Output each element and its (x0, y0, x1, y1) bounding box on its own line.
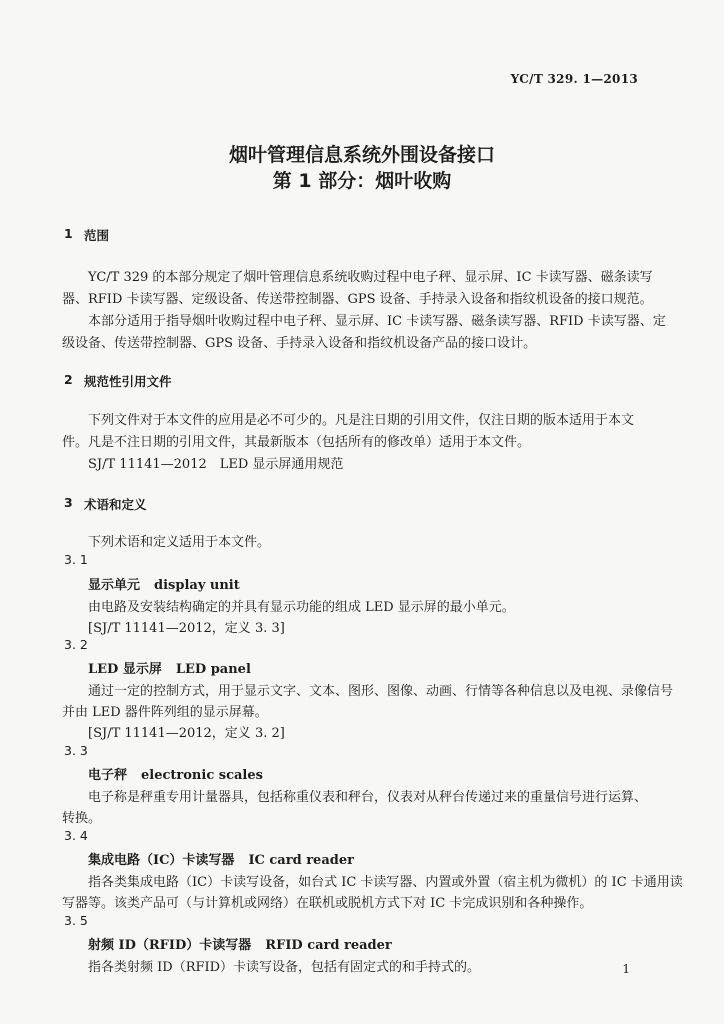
term-3-2-definition: 并由 LED 器件阵列组的显示屏幕。 (62, 705, 268, 720)
term-3-4-en: IC card reader (248, 853, 354, 868)
term-3-3-title (88, 764, 263, 783)
term-3-1-title (88, 574, 240, 593)
term-3-1-en: display unit (154, 578, 240, 593)
term-3-4-definition: 指各类集成电路（IC）卡读写设备，如台式 IC 卡读写器、内置或外置（宿主机为微机）的 IC 卡通用读 (88, 875, 683, 890)
section-3-number: 3 (64, 495, 73, 510)
section-1-line: 级设备、传送带控制器、GPS 设备、手持录入设备和指纹机设备产品的接口设计。 (62, 336, 537, 351)
term-3-4-definition: 写器等。该类产品可（与计算机或网络）在联机或脱机方式下对 IC 卡完成识别和各种操作。 (62, 896, 593, 911)
term-3-3-en: electronic scales (141, 768, 263, 783)
term-3-2-source: [SJ/T 11141—2012，定义 3. 2] (88, 726, 285, 741)
section-1-line: 器、RFID 卡读写器、定级设备、传送带控制器、GPS 设备、手持录入设备和指纹机设备的接口规范。 (62, 292, 653, 307)
document-title: 烟叶管理信息系统外围设备接口 (228, 144, 495, 166)
term-3-4-number: 3. 4 (64, 828, 88, 843)
term-3-1-source: [SJ/T 11141—2012，定义 3. 3] (88, 621, 285, 636)
term-3-4-zh: 集成电路（IC）卡读写器 (88, 853, 235, 868)
section-1-line: 本部分适用于指导烟叶收购过程中电子秤、显示屏、IC 卡读写器、磁条读写器、RFID 卡读写器、定 (88, 314, 666, 329)
section-1-heading: 范围 (84, 228, 110, 243)
term-3-3-zh: 电子秤 (88, 768, 128, 783)
term-3-5-en: RFID card reader (265, 938, 392, 953)
term-3-3-definition: 转换。 (62, 811, 102, 826)
section-3-heading: 术语和定义 (84, 497, 147, 512)
section-2-heading: 规范性引用文件 (84, 374, 172, 389)
section-2-line: 件。凡是不注日期的引用文件，其最新版本（包括所有的修改单）适用于本文件。 (62, 435, 531, 450)
term-3-2-definition: 通过一定的控制方式，用于显示文字、文本、图形、图像、动画、行情等各种信息以及电视、录像信号 (88, 684, 674, 699)
term-3-1-number: 3. 1 (64, 552, 88, 567)
term-3-2-title (88, 658, 251, 677)
section-3-intro: 下列术语和定义适用于本文件。 (88, 535, 271, 550)
document-subtitle: 第 1 部分：烟叶收购 (272, 170, 452, 192)
section-1-number: 1 (64, 226, 73, 241)
term-3-1-zh: 显示单元 (88, 578, 141, 593)
term-3-2-number: 3. 2 (64, 637, 88, 652)
term-3-5-number: 3. 5 (64, 913, 88, 928)
term-3-3-definition: 电子称是秤重专用计量器具，包括称重仪表和秤台，仪表对从秤台传递过来的重量信号进行运算、 (88, 790, 648, 805)
standard-number: YC/T 329. 1—2013 (510, 72, 638, 86)
section-2-line: 下列文件对于本文件的应用是必不可少的。凡是注日期的引用文件，仅注日期的版本适用于本文 (88, 413, 635, 428)
term-3-5-zh: 射频 ID（RFID）卡读写器 (88, 938, 252, 953)
section-2-number: 2 (64, 372, 73, 387)
term-3-1-definition: 由电路及安装结构确定的并具有显示功能的组成 LED 显示屏的最小单元。 (88, 600, 515, 615)
normative-reference: SJ/T 11141—2012 LED 显示屏通用规范 (88, 457, 344, 472)
term-3-3-number: 3. 3 (64, 743, 88, 758)
page-number: 1 (622, 962, 630, 976)
term-3-5-title (88, 934, 392, 953)
term-3-2-en: LED panel (175, 662, 251, 677)
section-1-line: YC/T 329 的本部分规定了烟叶管理信息系统收购过程中电子秤、显示屏、IC 卡读写器、磁条读写 (88, 270, 653, 285)
term-3-2-zh: LED 显示屏 (88, 662, 162, 677)
term-3-4-title (88, 849, 354, 868)
term-3-5-definition: 指各类射频 ID（RFID）卡读写设备，包括有固定式的和手持式的。 (88, 960, 481, 975)
